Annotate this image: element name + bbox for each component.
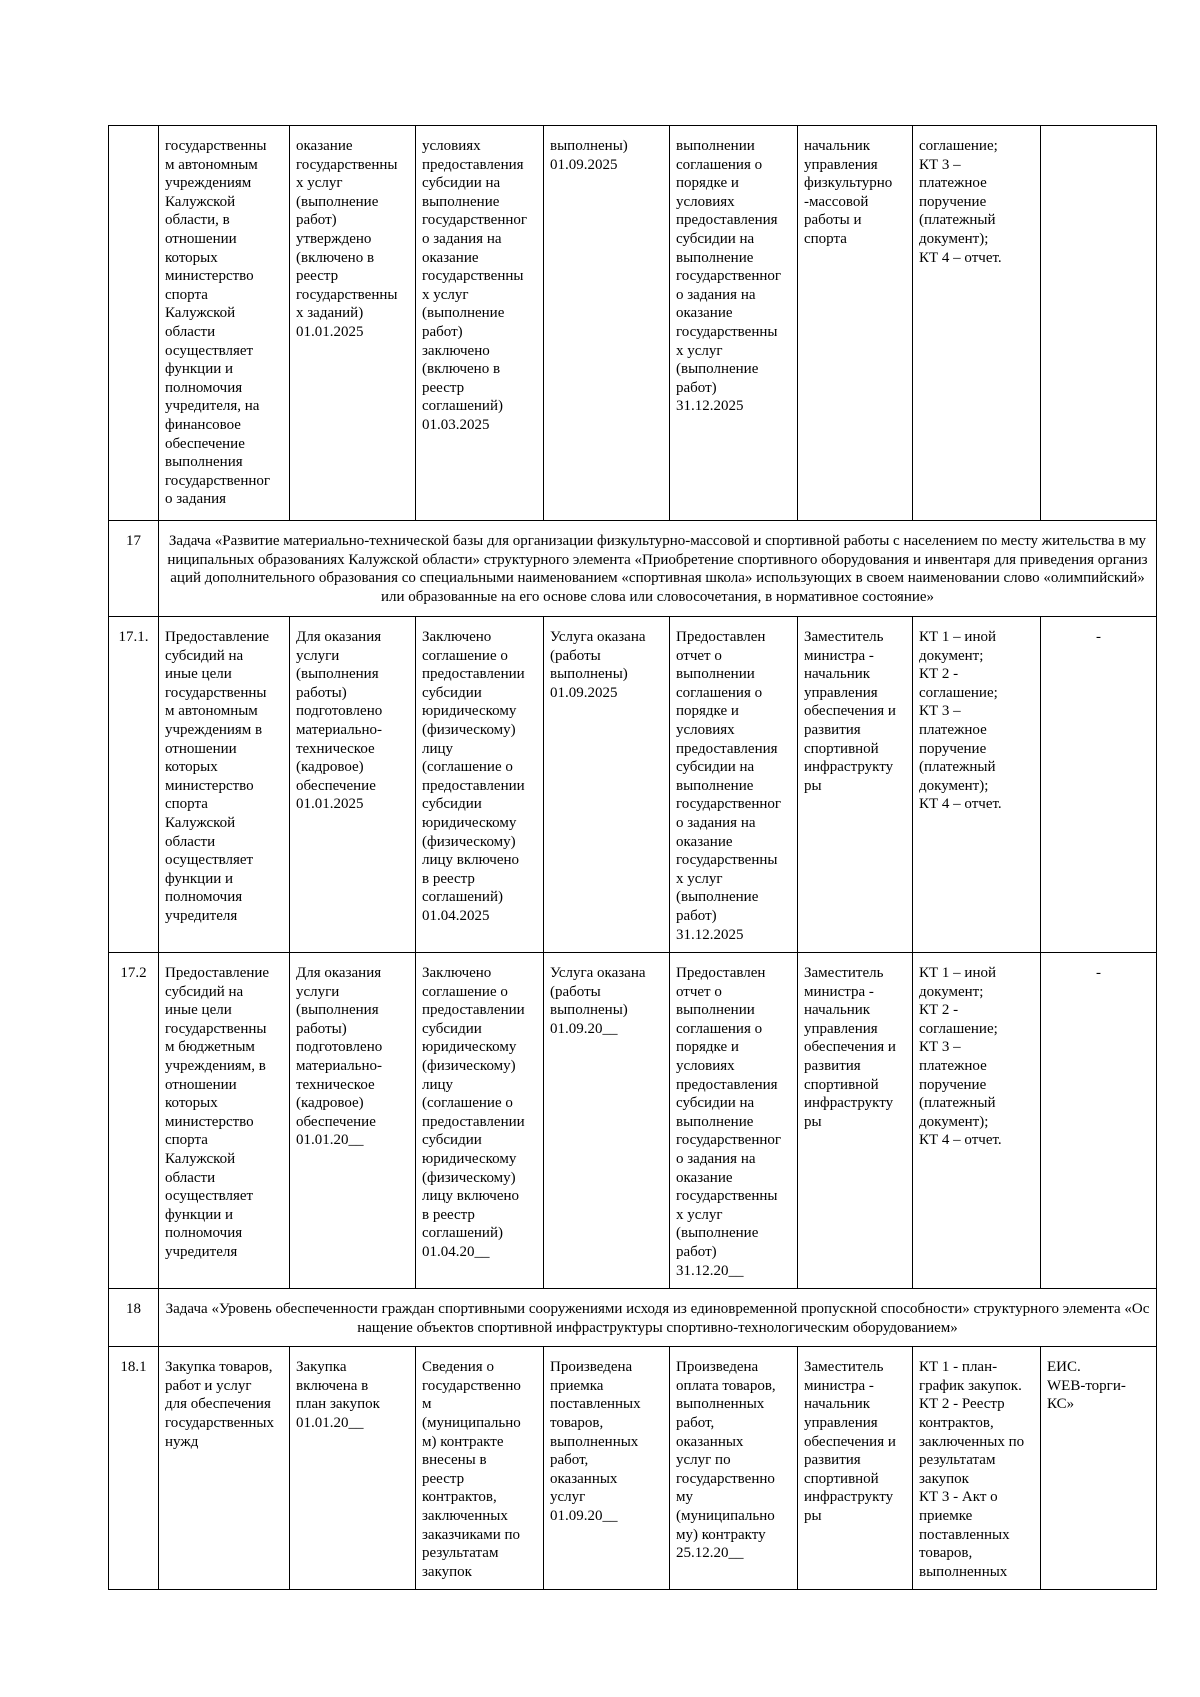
checkpoint-2-cell: Заключено соглашение о предоставлении субсидии юридическому (физическому) лицу (соглашение о предоставлении субсидии юридическому (физическому) лицу включено в реестр соглашений) 01.04.2025 [416,617,544,953]
info-system-cell: ЕИС. WEB-торги- КС» [1041,1347,1157,1590]
checkpoint-3-cell: Произведена приемка поставленных товаров, выполненных работ, оказанных услуг 01.09.20__ [544,1347,670,1590]
checkpoint-4-cell: выполнении соглашения о порядке и условиях предоставления субсидии на выполнение государственног о задания на оказание государственны х услуг (выполнение работ) 31.12.2025 [670,126,798,521]
checkpoint-1-cell: оказание государственны х услуг (выполнение работ) утверждено (включено в реестр государственны х заданий) 01.01.2025 [290,126,416,521]
checkpoint-4-cell: Предоставлен отчет о выполнении соглашения о порядке и условиях предоставления субсидии на выполнение государственног о задания на оказание государственны х услуг (выполнение работ) 31.12.2025 [670,617,798,953]
table-row [109,953,1157,1289]
responsible-cell: Заместитель министра - начальник управления обеспечения и развития спортивной инфраструкту ры [798,617,913,953]
checkpoint-2-cell: условиях предоставления субсидии на выполнение государственног о задания на оказание государственны х услуг (выполнение работ) заключено (включено в реестр соглашений) 01.03.2025 [416,126,544,521]
row-number [109,126,159,521]
row-number: 17.1. [109,617,159,953]
checkpoint-1-cell: Закупка включена в план закупок 01.01.20__ [290,1347,416,1590]
event-name-cell: государственны м автономным учреждениям Калужской области, в отношении которых министерство спорта Калужской области осуществляет функции и полномочия учредителя, на финансовое обеспечение выполнения государственног о задания [159,126,290,521]
checkpoint-3-cell: выполнены) 01.09.2025 [544,126,670,521]
task-row [109,521,1157,617]
checkpoint-3-cell: Услуга оказана (работы выполнены) 01.09.2025 [544,617,670,953]
info-system-cell: - [1041,617,1157,953]
document-type-cell: соглашение; КТ 3 – платежное поручение (платежный документ); КТ 4 – отчет. [913,126,1041,521]
task-description: Задача «Уровень обеспеченности граждан спортивными сооружениями исходя из единовременной пропускной способности» структурного элемента «Оснащение объектов спортивной инфраструктуры спортивно-технологическим оборудованием» [159,1289,1157,1347]
document-type-cell: КТ 1 – иной документ; КТ 2 - соглашение; КТ 3 – платежное поручение (платежный документ); КТ 4 – отчет. [913,617,1041,953]
table-row [109,126,1157,521]
info-system-cell: - [1041,953,1157,1289]
table-row [109,1347,1157,1590]
document-type-cell: КТ 1 – иной документ; КТ 2 - соглашение; КТ 3 – платежное поручение (платежный документ); КТ 4 – отчет. [913,953,1041,1289]
plan-table [108,125,1157,1590]
event-name-cell: Предоставление субсидий на иные цели государственны м бюджетным учреждениям, в отношении которых министерство спорта Калужской области осуществляет функции и полномочия учредителя [159,953,290,1289]
event-name-cell: Закупка товаров, работ и услуг для обеспечения государственных нужд [159,1347,290,1590]
info-system-cell [1041,126,1157,521]
checkpoint-2-cell: Сведения о государственно м (муниципально м) контракте внесены в реестр контрактов, заключенных заказчиками по результатам закупок [416,1347,544,1590]
row-number: 17.2 [109,953,159,1289]
table-row [109,617,1157,953]
checkpoint-4-cell: Произведена оплата товаров, выполненных работ, оказанных услуг по государственно му (муниципально му) контракту 25.12.20__ [670,1347,798,1590]
task-number: 17 [109,521,159,617]
responsible-cell: Заместитель министра - начальник управления обеспечения и развития спортивной инфраструкту ры [798,953,913,1289]
checkpoint-1-cell: Для оказания услуги (выполнения работы) подготовлено материально- техническое (кадровое) обеспечение 01.01.2025 [290,617,416,953]
row-number: 18.1 [109,1347,159,1590]
checkpoint-2-cell: Заключено соглашение о предоставлении субсидии юридическому (физическому) лицу (соглашение о предоставлении субсидии юридическому (физическому) лицу включено в реестр соглашений) 01.04.20__ [416,953,544,1289]
responsible-cell: Заместитель министра - начальник управления обеспечения и развития спортивной инфраструкту ры [798,1347,913,1590]
task-number: 18 [109,1289,159,1347]
event-name-cell: Предоставление субсидий на иные цели государственны м автономным учреждениям в отношении которых министерство спорта Калужской области осуществляет функции и полномочия учредителя [159,617,290,953]
task-description: Задача «Развитие материально-технической базы для организации физкультурно-массовой и спортивной работы с населением по месту жительства в муниципальных образованиях Калужской области» структурного элемента «Приобретение спортивного оборудования и инвентаря для приведения организаций дополнительного образования со специальными наименованием «спортивная школа» использующих в своем наименовании слово «олимпийский» или образованные на его основе слова или словосочетания, в нормативное состояние» [159,521,1157,617]
task-row [109,1289,1157,1347]
responsible-cell: начальник управления физкультурно -массовой работы и спорта [798,126,913,521]
document-type-cell: КТ 1 - план- график закупок. КТ 2 - Реестр контрактов, заключенных по результатам закупок КТ 3 - Акт о приемке поставленных товаров, выполненных [913,1347,1041,1590]
checkpoint-1-cell: Для оказания услуги (выполнения работы) подготовлено материально- техническое (кадровое) обеспечение 01.01.20__ [290,953,416,1289]
checkpoint-4-cell: Предоставлен отчет о выполнении соглашения о порядке и условиях предоставления субсидии на выполнение государственног о задания на оказание государственны х услуг (выполнение работ) 31.12.20__ [670,953,798,1289]
checkpoint-3-cell: Услуга оказана (работы выполнены) 01.09.20__ [544,953,670,1289]
